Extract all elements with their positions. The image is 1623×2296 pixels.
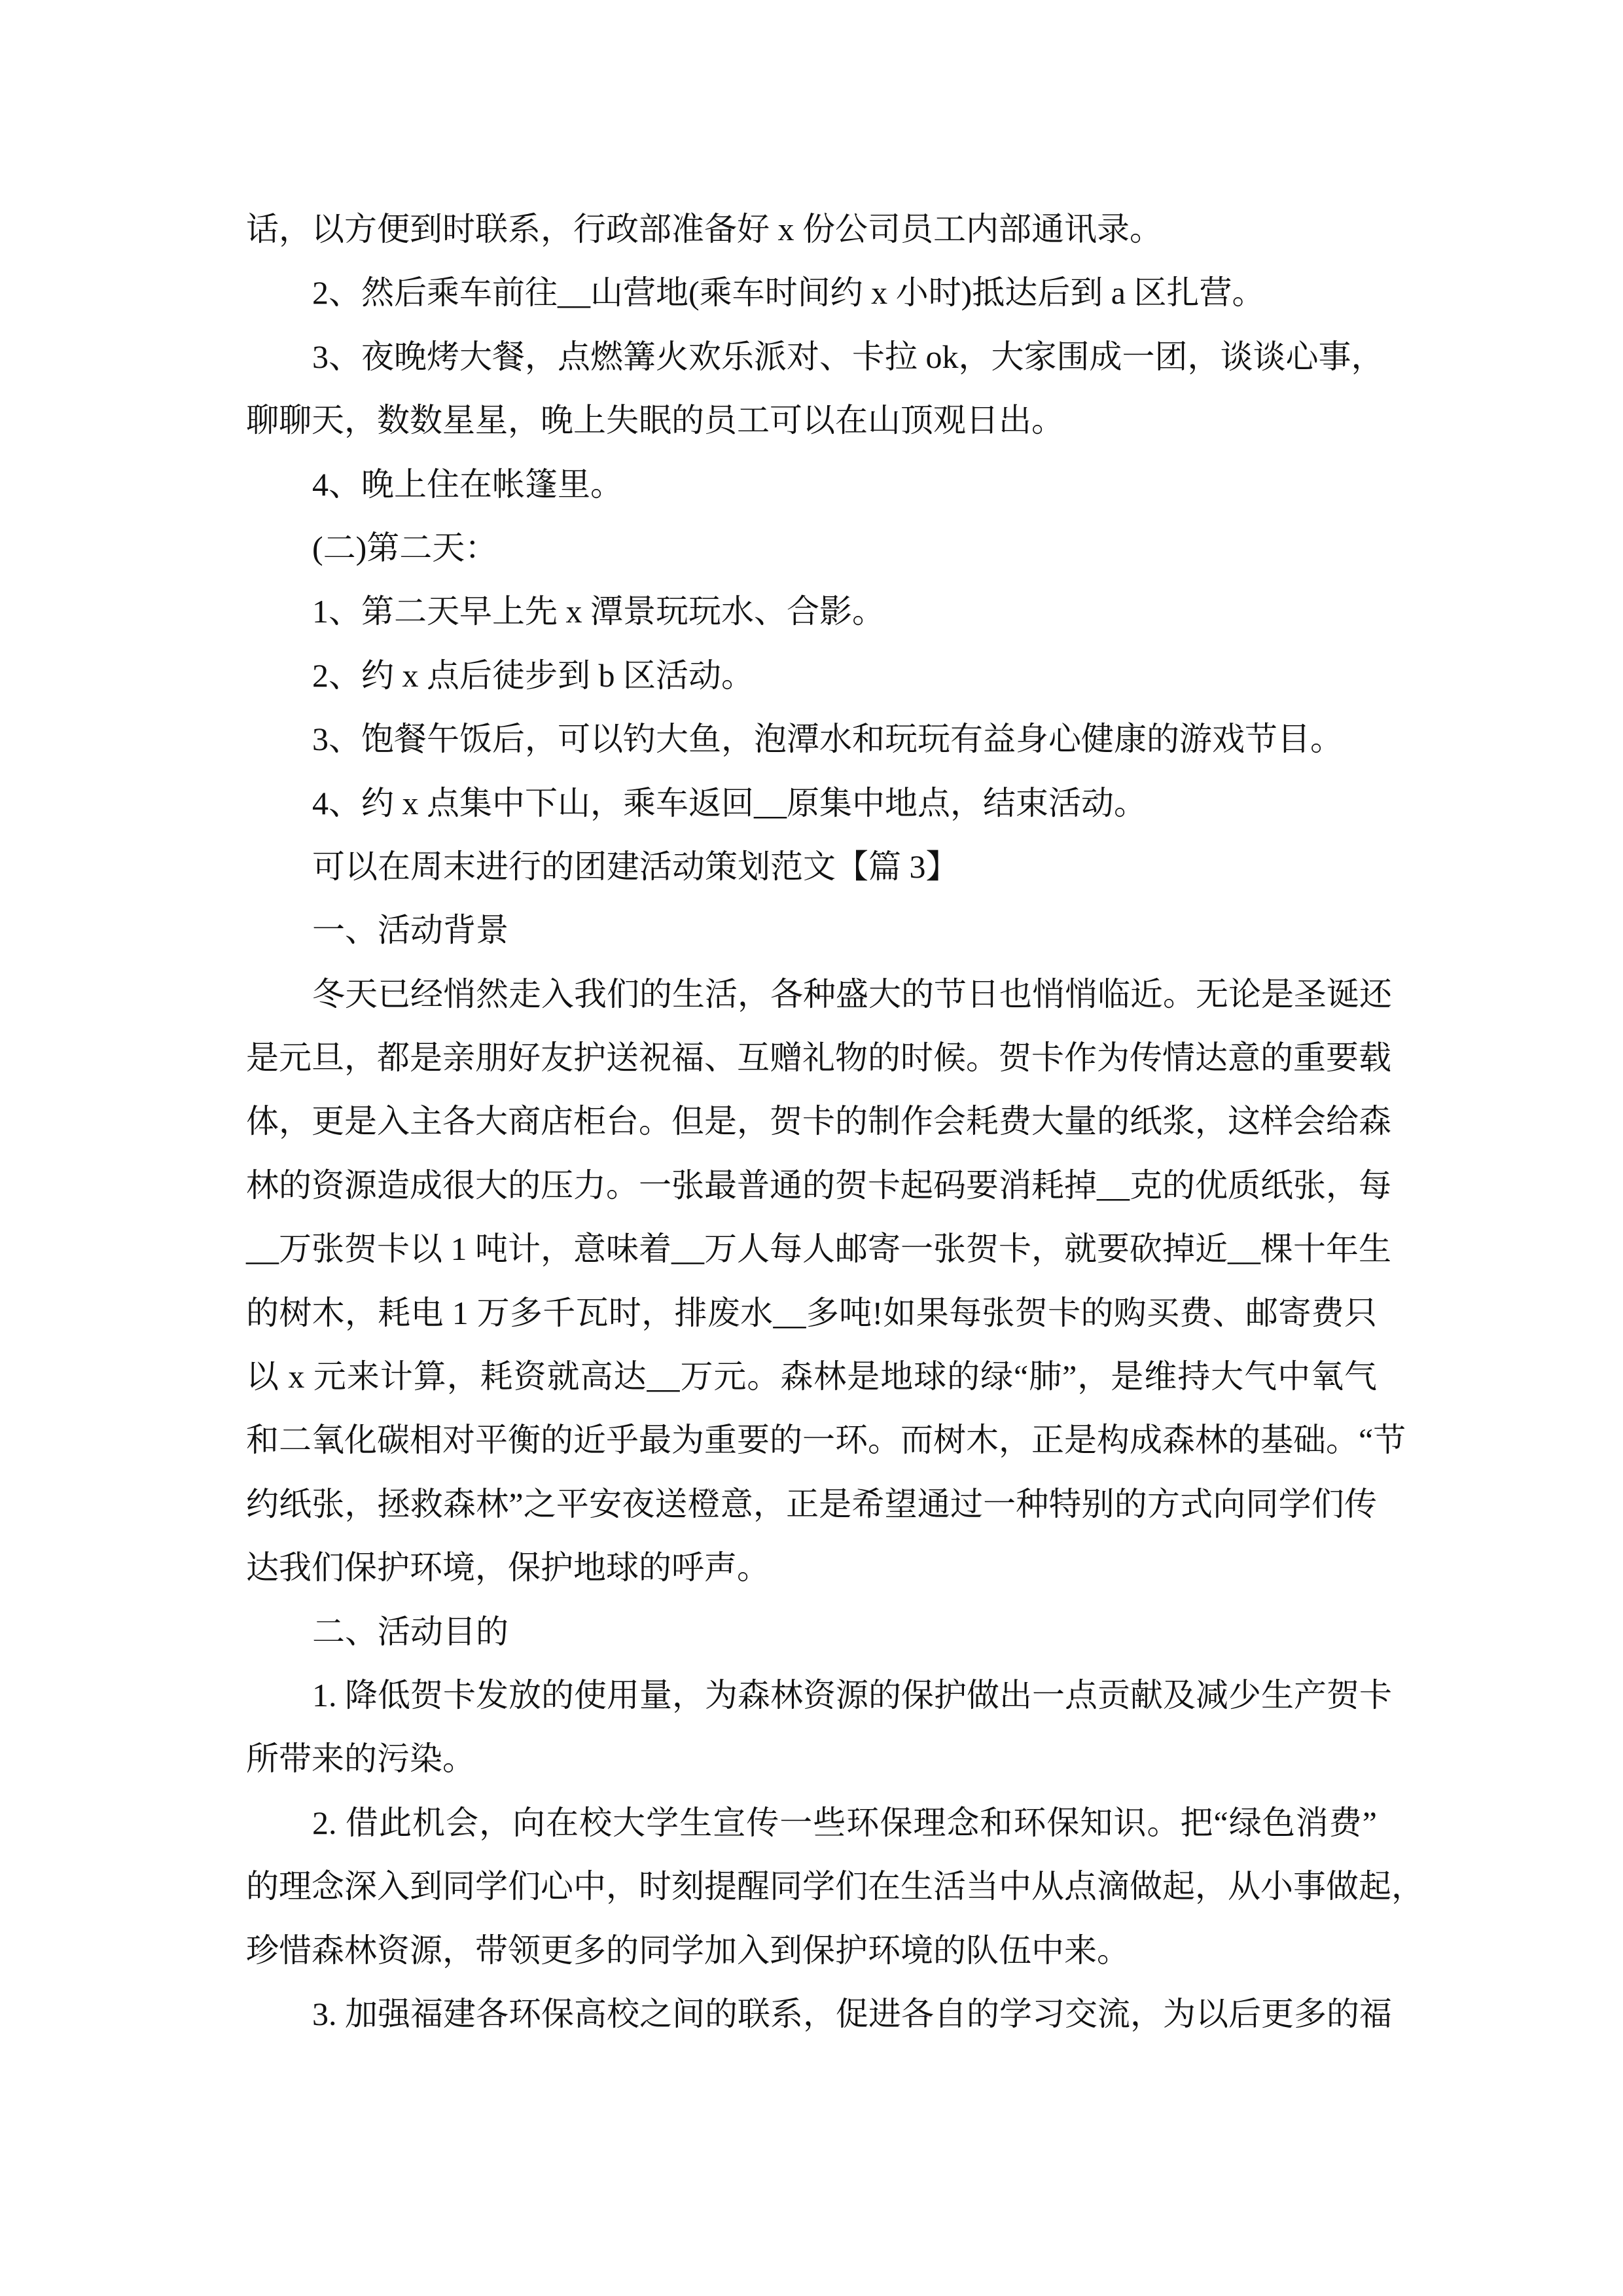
text-line: 4、晚上住在帐篷里。 — [312, 465, 623, 503]
paragraph — [246, 198, 1377, 261]
text-line: 约纸张，拯救森林”之平安夜送橙意，正是希望通过一种特别的方式向同学们传 — [246, 1485, 1377, 1522]
paragraph — [246, 899, 1377, 962]
text-line: (二)第二天： — [312, 529, 498, 566]
text-line: 体，更是入主各大商店柜台。但是，贺卡的制作会耗费大量的纸浆，这样会给森 — [246, 1103, 1391, 1140]
text-line: 林的资源造成很大的压力。一张最普通的贺卡起码要消耗掉__克的优质纸张，每 — [246, 1166, 1391, 1204]
text-line: 达我们保护环境，保护地球的呼声。 — [246, 1549, 770, 1587]
paragraph — [246, 772, 1377, 835]
text-line: 的树木，耗电 1 万多千瓦时，排废水__多吨!如果每张贺卡的购买费、邮寄费只 — [246, 1294, 1377, 1331]
text-line: 话，以方便到时联系，行政部准备好 x 份公司员工内部通讯录。 — [246, 211, 1162, 247]
text-line: 3. 加强福建各环保高校之间的联系，促进各自的学习交流，为以后更多的福 — [312, 1995, 1392, 2032]
text-line: 是元旦，都是亲朋好友护送祝福、互赠礼物的时候。贺卡作为传情达意的重要载 — [246, 1039, 1391, 1077]
paragraph — [246, 963, 1406, 1600]
paragraph — [246, 835, 1377, 899]
text-line: 2. 借此机会，向在校大学生宣传一些环保理念和环保知识。把“绿色消费” — [312, 1804, 1377, 1841]
paragraph — [246, 708, 1377, 771]
text-line: 可以在周末进行的团建活动策划范文【篇 3】 — [312, 848, 959, 885]
text-line: 和二氧化碳相对平衡的近乎最为重要的一环。而树木，正是构成森林的基础。“节 — [246, 1422, 1406, 1459]
document-page — [246, 198, 1424, 2046]
text-line: 2、然后乘车前往__山营地(乘车时间约 x 小时)抵达后到 a 区扎营。 — [312, 274, 1265, 312]
paragraph — [246, 1791, 1424, 1982]
text-line: 1、第二天早上先 x 潭景玩玩水、合影。 — [312, 593, 885, 630]
text-line: 的理念深入到同学们心中，时刻提醒同学们在生活当中从点滴做起，从小事做起， — [246, 1868, 1424, 1905]
paragraph — [246, 325, 1384, 453]
text-line: 4、约 x 点集中下山，乘车返回__原集中地点，结束活动。 — [312, 784, 1147, 821]
paragraph — [246, 1982, 1392, 2046]
paragraph — [246, 261, 1377, 325]
paragraph — [246, 644, 1377, 708]
text-line: 3、饱餐午饭后，可以钓大鱼，泡潭水和玩玩有益身心健康的游戏节目。 — [312, 721, 1343, 758]
paragraph — [246, 580, 1377, 643]
text-line: 二、活动目的 — [312, 1613, 508, 1650]
paragraph — [246, 516, 1377, 580]
text-line: 以 x 元来计算，耗资就高达__万元。森林是地球的绿“肺”，是维持大气中氧气 — [246, 1358, 1377, 1395]
text-line: 2、约 x 点后徒步到 b 区活动。 — [312, 656, 754, 694]
paragraph — [246, 1664, 1392, 1791]
text-line: 一、活动背景 — [312, 912, 508, 949]
paragraph — [246, 453, 1377, 516]
text-line: 聊聊天，数数星星，晚上失眠的员工可以在山顶观日出。 — [246, 402, 1064, 439]
text-line: 所带来的污染。 — [246, 1740, 475, 1778]
text-line: 1. 降低贺卡发放的使用量，为森林资源的保护做出一点贡献及减少生产贺卡 — [312, 1676, 1392, 1713]
text-line: 珍惜森林资源，带领更多的同学加入到保护环境的队伍中来。 — [246, 1931, 1130, 1969]
text-line: 3、夜晚烤大餐，点燃篝火欢乐派对、卡拉 ok，大家围成一团，谈谈心事， — [312, 338, 1384, 375]
paragraph — [246, 1600, 1377, 1664]
text-line: 冬天已经悄然走入我们的生活，各种盛大的节日也悄悄临近。无论是圣诞还 — [312, 975, 1392, 1013]
text-line: __万张贺卡以 1 吨计，意味着__万人每人邮寄一张贺卡，就要砍掉近__棵十年生 — [246, 1230, 1391, 1268]
